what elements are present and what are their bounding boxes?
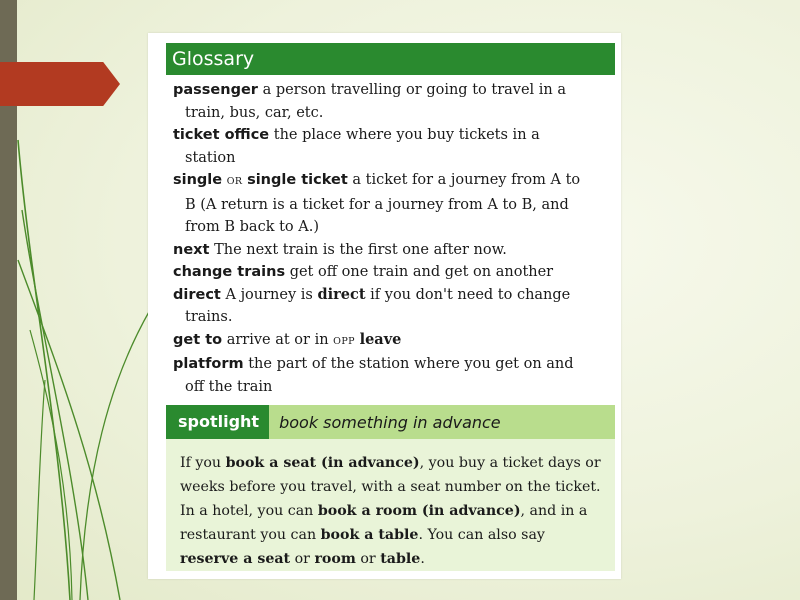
term-direct: direct <box>173 286 221 303</box>
entry-next <box>173 239 613 262</box>
term-change-trains: change trains <box>173 264 286 280</box>
spotlight-text-5: or <box>294 551 310 567</box>
spotlight-bold-book-a-table: book a table <box>320 527 419 543</box>
term-next: next <box>173 241 210 258</box>
spotlight-bar <box>166 405 615 439</box>
definition-direct-cont: trains. <box>185 309 233 325</box>
or-label: OR <box>226 176 243 187</box>
spotlight-tag: spotlight <box>166 405 269 439</box>
spotlight-text-4: . You can also say <box>418 527 545 543</box>
definition-next: The next train is the first one after now. <box>214 241 507 258</box>
spotlight-bold-reserve-a-seat: reserve a seat <box>180 551 291 567</box>
definition-get-to: arrive at or in <box>226 331 329 348</box>
definition-direct-post: if you don't need to change <box>370 286 571 303</box>
definition-single: a ticket for a journey from A to <box>352 172 581 188</box>
glossary-header: Glossary <box>166 43 615 75</box>
definition-single-cont2: from B back to A.) <box>185 219 319 235</box>
entry-single <box>173 169 613 239</box>
glossary-entries <box>173 79 613 398</box>
spotlight-text-2: , you buy a ticket days or weeks before you travel, with a seat number on the ticket. In a hotel, you can <box>180 455 601 519</box>
term-passenger: passenger <box>173 82 258 98</box>
spotlight-text-7: . <box>420 551 425 567</box>
spotlight-text-3: , and in a restaurant you can <box>180 503 588 543</box>
entry-get-to <box>173 329 613 354</box>
term-platform: platform <box>173 356 244 372</box>
term-single: single <box>173 172 223 188</box>
entry-direct <box>173 284 613 329</box>
term-ticket-office: ticket office <box>173 127 270 143</box>
spotlight-bold-table: table <box>380 551 421 567</box>
entry-platform <box>173 353 613 398</box>
definition-change-trains: get off one train and get on another <box>289 264 554 280</box>
red-arrow-marker <box>0 62 120 106</box>
definition-direct-pre: A journey is <box>225 286 313 303</box>
definition-ticket-office-cont: station <box>185 149 236 166</box>
term-single-ticket: single ticket <box>247 172 348 188</box>
spotlight-bold-room: room <box>314 551 356 567</box>
spotlight-text-1: If you <box>180 455 222 471</box>
definition-single-cont: B (A return is a ticket for a journey from A to B, and <box>185 196 569 213</box>
definition-ticket-office: the place where you buy tickets in a <box>273 127 540 143</box>
term-get-to: get to <box>173 331 223 348</box>
glossary-card <box>148 33 621 579</box>
entry-change-trains <box>173 261 613 284</box>
spotlight-bold-book-a-seat: book a seat (in advance) <box>225 455 420 471</box>
definition-direct-bold: direct <box>317 285 366 303</box>
definition-platform-cont: off the train <box>185 378 273 395</box>
opp-label: OPP <box>333 335 355 347</box>
opp-word: leave <box>359 330 402 348</box>
spotlight-body <box>166 439 615 571</box>
spotlight-bold-book-a-room: book a room (in advance) <box>317 503 521 519</box>
definition-passenger: a person travelling or going to travel in a <box>262 82 567 98</box>
definition-platform: the part of the station where you get on and <box>248 356 574 372</box>
spotlight-text-6: or <box>360 551 376 567</box>
entry-ticket-office <box>173 124 613 169</box>
definition-passenger-cont: train, bus, car, etc. <box>185 104 324 121</box>
entry-passenger <box>173 79 613 124</box>
spotlight-title: book something in advance <box>279 412 501 432</box>
